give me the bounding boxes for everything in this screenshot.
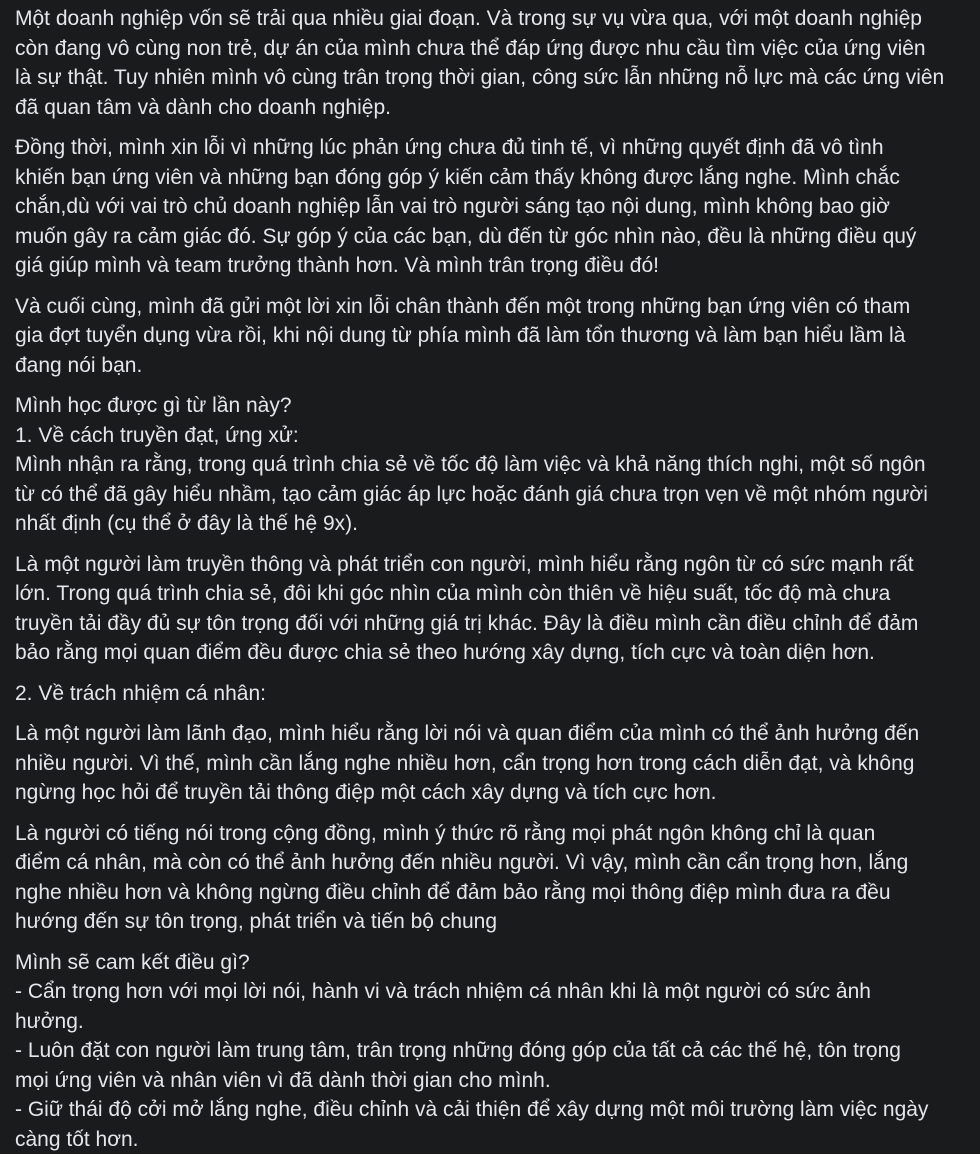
text-line: điểm cá nhân, mà còn có thể ảnh hưởng đến nhiều người. Vì vậy, mình cần cẩn trọng hơn, lắng [15,848,966,878]
paragraph [15,133,966,281]
text-line: đang nói bạn. [15,351,966,381]
text-line: Một doanh nghiệp vốn sẽ trải qua nhiều giai đoạn. Và trong sự vụ vừa qua, với một doanh nghiệp [15,4,966,34]
section-heading: 2. Về trách nhiệm cá nhân: [15,679,966,709]
text-line: Và cuối cùng, mình đã gửi một lời xin lỗi chân thành đến một trong những bạn ứng viên có tham [15,292,966,322]
list-item: mọi ứng viên và nhân viên vì đã dành thời gian cho mình. [15,1066,966,1096]
text-line: chắn,dù với vai trò chủ doanh nghiệp lẫn vai trò người sáng tạo nội dung, mình không bao giờ [15,192,966,222]
paragraph [15,550,966,668]
text-line: giá giúp mình và team trưởng thành hơn. Và mình trân trọng điều đó! [15,251,966,281]
text-line: Mình nhận ra rằng, trong quá trình chia sẻ về tốc độ làm việc và khả năng thích nghi, một số ngôn [15,450,966,480]
text-line: Là người có tiếng nói trong cộng đồng, mình ý thức rõ rằng mọi phát ngôn không chỉ là quan [15,819,966,849]
paragraph [15,719,966,808]
paragraph [15,819,966,937]
section-heading: Mình sẽ cam kết điều gì? [15,948,966,978]
text-line: gia đợt tuyển dụng vừa rồi, khi nội dung từ phía mình đã làm tổn thương và làm bạn hiểu lầm là [15,321,966,351]
text-line: từ có thể đã gây hiểu nhầm, tạo cảm giác áp lực hoặc đánh giá chưa trọn vẹn về một nhóm người [15,480,966,510]
paragraph [15,4,966,122]
text-line: còn đang vô cùng non trẻ, dự án của mình chưa thể đáp ứng được nhu cầu tìm việc của ứng viên [15,34,966,64]
paragraph [15,292,966,381]
list-item: - Giữ thái độ cởi mở lắng nghe, điều chỉnh và cải thiện để xây dựng một môi trường làm việc ngày [15,1095,966,1125]
text-line: là sự thật. Tuy nhiên mình vô cùng trân trọng thời gian, công sức lẫn những nỗ lực mà các ứng viên [15,63,966,93]
text-line: nhiều người. Vì thế, mình cần lắng nghe nhiều hơn, cẩn trọng hơn trong cách diễn đạt, và không [15,749,966,779]
paragraph [15,948,966,1154]
text-line: ngừng học hỏi để truyền tải thông điệp một cách xây dựng và tích cực hơn. [15,778,966,808]
text-line: Là một người làm lãnh đạo, mình hiểu rằng lời nói và quan điểm của mình có thể ảnh hưởng đến [15,719,966,749]
paragraph [15,391,966,539]
section-heading: Mình học được gì từ lần này? [15,391,966,421]
text-line: nhất định (cụ thể ở đây là thế hệ 9x). [15,509,966,539]
text-line: muốn gây ra cảm giác đó. Sự góp ý của các bạn, dù đến từ góc nhìn nào, đều là những điều quý [15,222,966,252]
list-item: càng tốt hơn. [15,1125,966,1154]
section-heading: 1. Về cách truyền đạt, ứng xử: [15,421,966,451]
text-line: Đồng thời, mình xin lỗi vì những lúc phản ứng chưa đủ tinh tế, vì những quyết định đã vô tình [15,133,966,163]
text-line: Là một người làm truyền thông và phát triển con người, mình hiểu rằng ngôn từ có sức mạnh rất [15,550,966,580]
list-item: - Cẩn trọng hơn với mọi lời nói, hành vi và trách nhiệm cá nhân khi là một người có sức ảnh [15,977,966,1007]
text-line: nghe nhiều hơn và không ngừng điều chỉnh để đảm bảo rằng mọi thông điệp mình đưa ra đều [15,878,966,908]
text-line: hướng đến sự tôn trọng, phát triển và tiến bộ chung [15,907,966,937]
text-line: đã quan tâm và dành cho doanh nghiệp. [15,93,966,123]
text-line: lớn. Trong quá trình chia sẻ, đôi khi góc nhìn của mình còn thiên về hiệu suất, tốc độ mà chưa [15,579,966,609]
text-line: bảo rằng mọi quan điểm đều được chia sẻ theo hướng xây dựng, tích cực và toàn diện hơn. [15,638,966,668]
list-item: - Luôn đặt con người làm trung tâm, trân trọng những đóng góp của tất cả các thế hệ, tôn trọng [15,1036,966,1066]
list-item: hưởng. [15,1007,966,1037]
paragraph [15,679,966,709]
text-line: truyền tải đầy đủ sự tôn trọng đối với những giá trị khác. Đây là điều mình cần điều chỉnh để đảm [15,609,966,639]
text-line: khiến bạn ứng viên và những bạn đóng góp ý kiến cảm thấy không được lắng nghe. Mình chắc [15,163,966,193]
